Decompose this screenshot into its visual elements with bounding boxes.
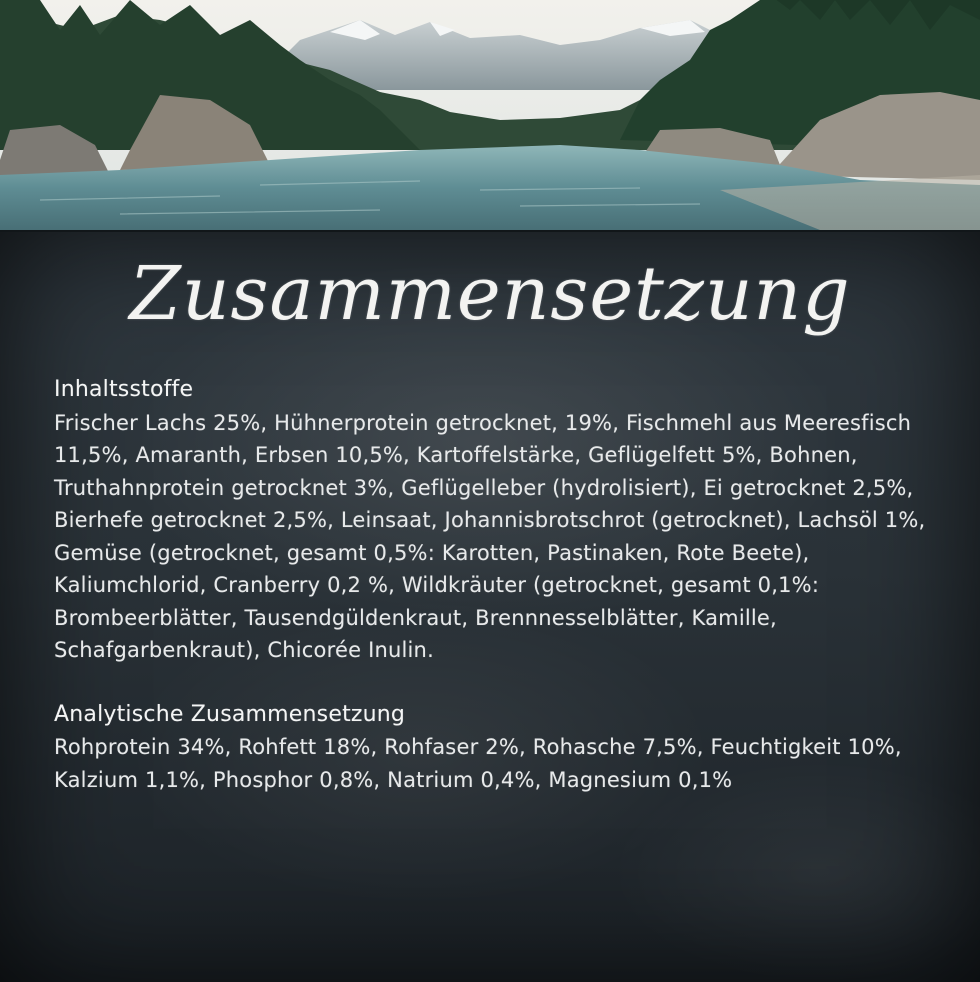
section-spacer — [54, 667, 944, 699]
page-title: Zusammensetzung — [129, 251, 851, 337]
ingredients-text: Frischer Lachs 25%, Hühnerprotein getrocknet, 19%, Fischmehl aus Meeresfisch 11,5%, Amaranth, Erbsen 10,5%, Kartoffelstärke, Geflügelfett 5%, Bohnen, Truthahnprotein getrocknet 3%, Geflügelleber (hydrolisiert), Ei getrocknet 2,5%, Bierhefe getrocknet 2,5%, Leinsaat, Johannisbrotschrot (getrocknet), Lachsöl 1%, Gemüse (getrocknet, gesamt 0,5%: Karotten, Pastinaken, Rote Beete), Kaliumchlorid, Cranberry 0,2 %, Wildkräuter (getrocknet, gesamt 0,1%: Brombeerblätter, Tausendgüldenkraut, Brennnesselblätter, Kamille, Schafgarbenkraut), Chicorée Inulin. — [54, 410, 926, 662]
ingredients-title: Inhaltsstoffe — [54, 377, 194, 402]
landscape-photo — [0, 0, 980, 230]
landscape-illustration — [0, 0, 980, 230]
analysis-title: Analytische Zusammensetzung — [54, 701, 406, 727]
composition-content — [54, 374, 944, 796]
chalkboard — [0, 230, 980, 982]
analysis-text: Rohprotein 34%, Rohfett 18%, Rohfaser 2%, Rohasche 7,5%, Feuchtigkeit 10%, Kalzium 1,1%, Phosphor 0,8%, Natrium 0,4%, Magnesium 0,1% — [54, 735, 902, 792]
